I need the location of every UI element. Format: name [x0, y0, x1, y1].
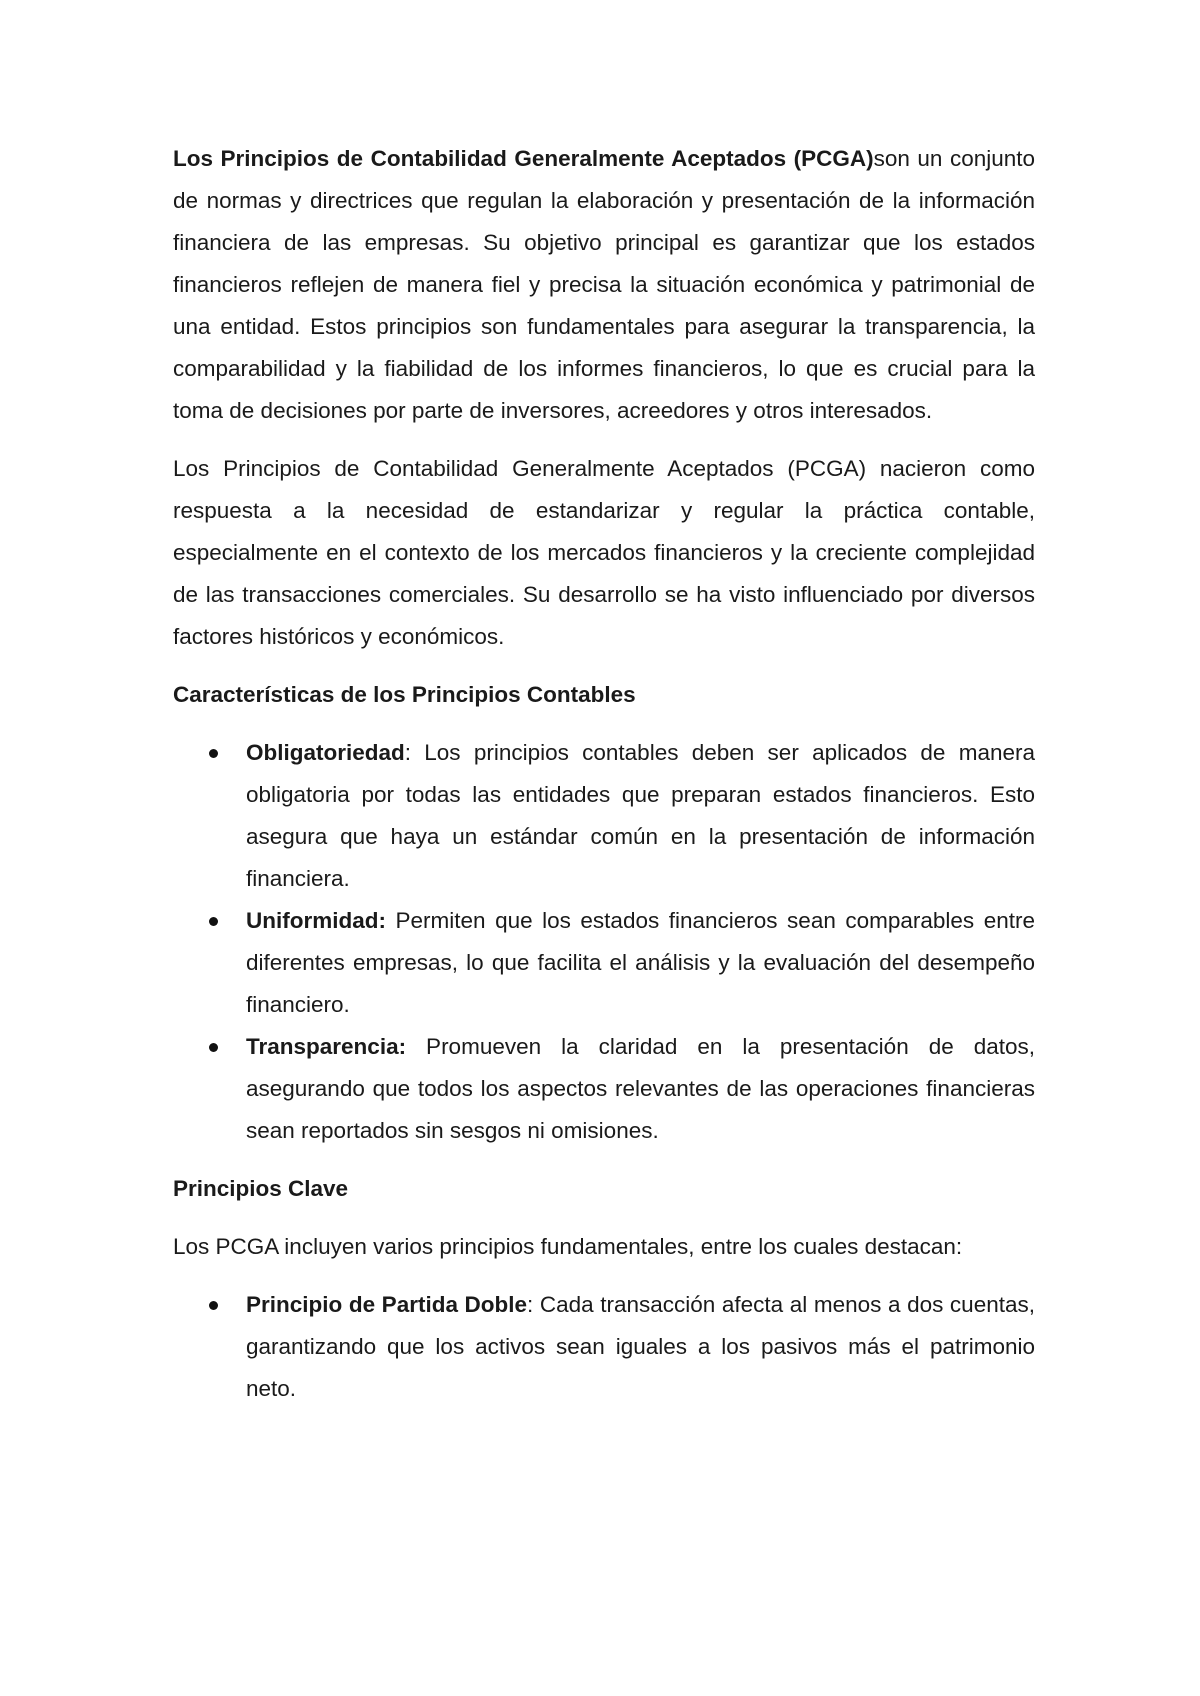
key-principles-list: [173, 1284, 1035, 1410]
list-item-desc: : Cada transacción afecta al menos a dos cuentas, garantizando que los activos sean iguales a los pasivos más el patrimonio neto.: [246, 1292, 1035, 1401]
intro-bold-term: Los Principios de Contabilidad Generalmente Aceptados (PCGA): [173, 146, 874, 171]
intro-paragraph: [173, 138, 1035, 432]
intro-text: son un conjunto de normas y directrices que regulan la elaboración y presentación de la información financiera de las empresas. Su objetivo principal es garantizar que los estados financieros reflejen de manera fiel y precisa la situación económica y patrimonial de una entidad. Estos principios son fundamentales para asegurar la transparencia, la comparabilidad y la fiabilidad de los informes financieros, lo que es crucial para la toma de decisiones por parte de inversores, acreedores y otros interesados.: [173, 146, 1036, 423]
list-item-term: Transparencia:: [246, 1034, 407, 1059]
key-principles-heading: Principios Clave: [173, 1176, 349, 1201]
key-principles-lead: Los PCGA incluyen varios principios fundamentales, entre los cuales destacan:: [173, 1234, 963, 1259]
list-item: [173, 900, 1035, 1026]
characteristics-heading: Características de los Principios Contables: [173, 682, 636, 707]
origin-paragraph: Los Principios de Contabilidad Generalmente Aceptados (PCGA) nacieron como respuesta a la necesidad de estandarizar y regular la práctica contable, especialmente en el contexto de los mercados financieros y la creciente complejidad de las transacciones comerciales. Su desarrollo se ha visto influenciado por diversos factores históricos y económicos.: [173, 456, 1035, 649]
list-item-term: Uniformidad:: [246, 908, 386, 933]
list-item-term: Principio de Partida Doble: [246, 1292, 528, 1317]
bullet-icon: [209, 749, 218, 758]
list-item-desc: : Los principios contables deben ser aplicados de manera obligatoria por todas las entidades que preparan estados financieros. Esto asegura que haya un estándar común en la presentación de información financiera.: [246, 740, 1035, 891]
bullet-icon: [209, 1043, 218, 1052]
bullet-icon: [209, 917, 218, 926]
document-page: [173, 138, 1035, 1426]
list-item: [173, 1026, 1035, 1152]
list-item: [173, 732, 1035, 900]
list-item: [173, 1284, 1035, 1410]
bullet-icon: [209, 1301, 218, 1310]
list-item-desc: Promueven la claridad en la presentación de datos, asegurando que todos los aspectos relevantes de las operaciones financieras sean reportados sin sesgos ni omisiones.: [246, 1034, 1035, 1143]
list-item-term: Obligatoriedad: [246, 740, 405, 765]
characteristics-list: [173, 732, 1035, 1152]
list-item-desc: Permiten que los estados financieros sean comparables entre diferentes empresas, lo que facilita el análisis y la evaluación del desempeño financiero.: [246, 908, 1035, 1017]
